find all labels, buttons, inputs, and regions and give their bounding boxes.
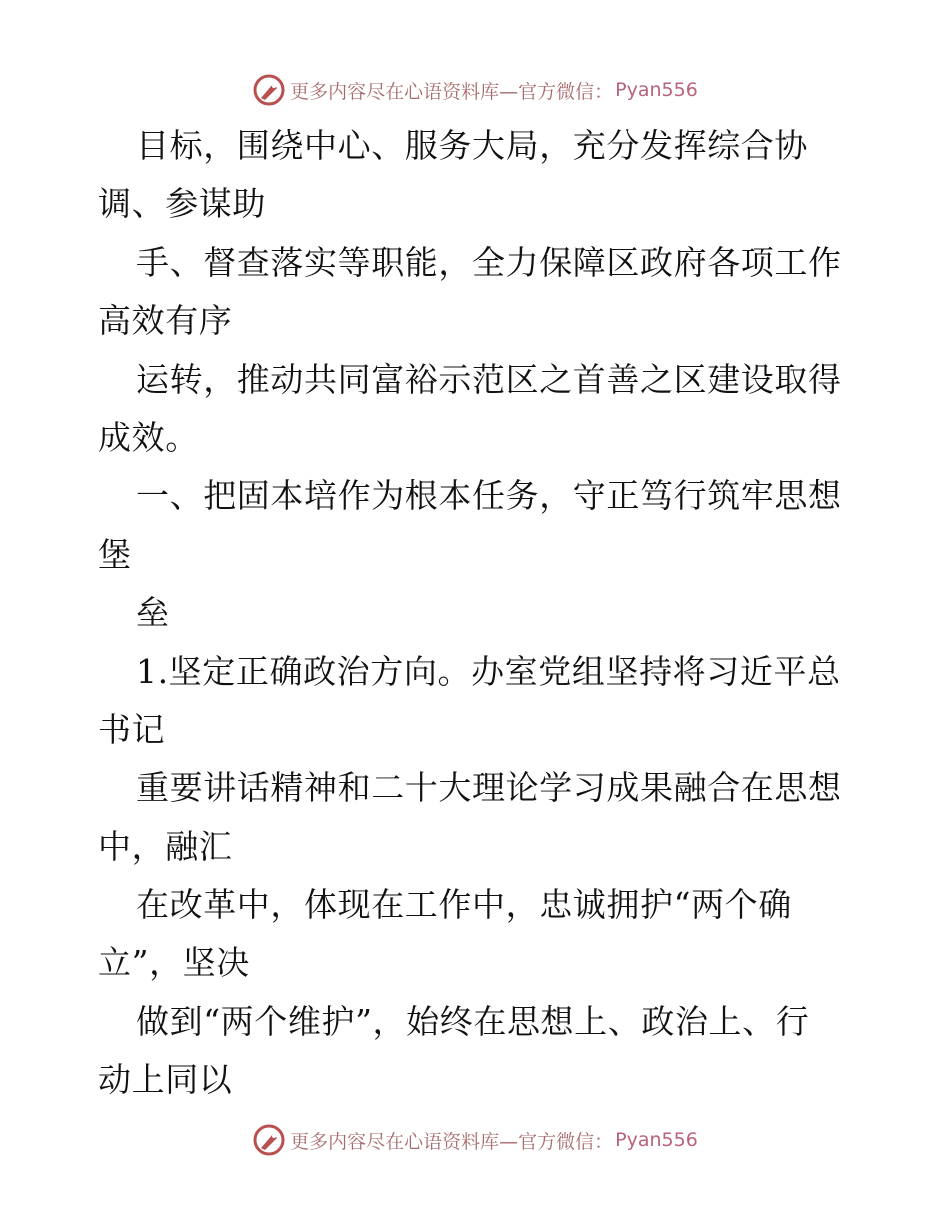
- watermark-text: 更多内容尽在心语资料库—官方微信：: [290, 1130, 614, 1153]
- text-line: 堡: [98, 534, 132, 574]
- text-line: 1.坚定正确政治方向。办室党组坚持将习近平总: [136, 651, 841, 691]
- watermark-contact: Pyan556: [615, 1129, 698, 1151]
- pen-nib-logo-icon: [252, 73, 286, 107]
- document-body: [98, 117, 858, 1110]
- text-line: 运转，推动共同富裕示范区之首善之区建设取得: [136, 359, 842, 399]
- text-line: 动上同以: [98, 1060, 233, 1100]
- text-line: 目标，围绕中心、服务大局，充分发挥综合协: [136, 126, 808, 165]
- text-line: 在改革中，体现在工作中，忠诚拥护“两个确: [136, 885, 792, 925]
- text-line: 手、督查落实等职能，全力保障区政府各项工作: [136, 242, 842, 282]
- text-line: 一、把固本培作为根本任务，守正笃行筑牢思想: [136, 476, 842, 516]
- text-line: 书记: [98, 709, 166, 749]
- footer-watermark: [0, 1120, 950, 1160]
- pen-nib-logo-icon: [252, 1123, 286, 1157]
- text-line: 做到“两个维护”，始终在思想上、政治上、行: [136, 1001, 810, 1041]
- watermark-text: 更多内容尽在心语资料库—官方微信：: [290, 80, 614, 103]
- text-line: 成效。: [98, 417, 199, 457]
- text-line: 立”，坚决: [98, 943, 250, 983]
- header-watermark: [0, 70, 950, 110]
- text-line: 高效有序: [98, 301, 233, 341]
- text-line: 垒: [136, 593, 170, 633]
- text-line: 调、参谋助: [98, 184, 266, 224]
- watermark-contact: Pyan556: [615, 79, 698, 101]
- text-line: 重要讲话精神和二十大理论学习成果融合在思想: [136, 768, 842, 808]
- text-line: 中，融汇: [98, 826, 233, 866]
